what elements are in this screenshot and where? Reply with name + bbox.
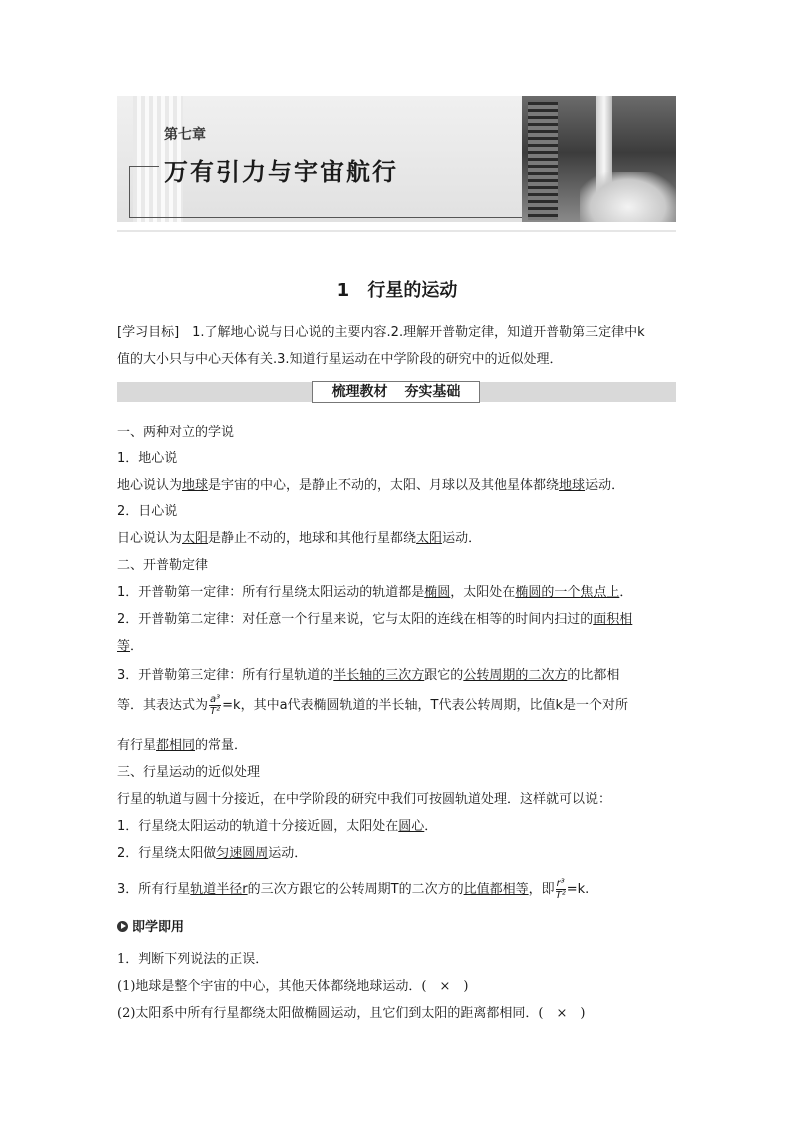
banner-frame-line: [129, 166, 159, 167]
chapter-title: 万有引力与宇宙航行: [164, 158, 398, 186]
paragraph: 2．行星绕太阳做匀速圆周运动．: [117, 846, 308, 861]
lesson-title: [0, 276, 794, 302]
paragraph: 行星的轨道与圆十分接近，在中学阶段的研究中我们可按圆轨道处理．这样就可以说：: [117, 792, 612, 807]
section-bar: [117, 382, 676, 402]
question: 1．判断下列说法的正误．: [117, 952, 269, 967]
paragraph: 日心说认为太阳是静止不动的，地球和其他行星都绕太阳运动．: [117, 531, 482, 546]
paragraph: 2．开普勒第二定律：对任意一个行星来说，它与太阳的连线在相等的时间内扫过的面积相: [117, 612, 633, 627]
paragraph: 1．行星绕太阳运动的轨道十分接近圆，太阳处在圆心．: [117, 819, 438, 834]
banner-frame-line: [129, 217, 524, 218]
learning-goals-line: [学习目标] 1.了解地心说与日心说的主要内容.2.理解开普勒定律，知道开普勒第三定律中k: [117, 325, 645, 340]
paragraph: 3．开普勒第三定律：所有行星轨道的半长轴的三次方跟它的公转周期的二次方的比都相: [117, 668, 620, 683]
section-bar-right: 夯实基础: [404, 384, 461, 400]
underlined-answer: 公转周期的二次方: [463, 668, 568, 683]
section-heading: 二、开普勒定律: [117, 558, 209, 573]
question-item: (2)太阳系中所有行星都绕太阳做椭圆运动，且它们到太阳的距离都相同．( × ): [117, 1006, 586, 1021]
play-icon: [117, 921, 128, 932]
fraction: $\frac{\text{r³}}{\text{T²}}$: [555, 878, 566, 901]
underlined-answer: 太阳: [416, 531, 443, 546]
section-bar-label: [312, 381, 480, 403]
subheading: 2．日心说: [117, 504, 178, 519]
lesson-number: 1: [336, 280, 350, 301]
section-bar-left: 梳理教材: [331, 384, 388, 400]
underlined-answer: 半长轴的三次方: [333, 668, 425, 683]
underlined-answer: 太阳: [182, 531, 209, 546]
question-item: (1)地球是整个宇宙的中心，其他天体都绕地球运动．( × ): [117, 979, 469, 994]
paragraph: 地心说认为地球是宇宙的中心，是静止不动的，太阳、月球以及其他星体都绕地球运动．: [117, 478, 625, 493]
banner-divider: [117, 230, 676, 232]
underlined-answer: 圆心: [398, 819, 425, 834]
underlined-answer: 匀速圆周: [216, 846, 269, 861]
chapter-banner: [117, 96, 676, 222]
section-heading: 三、行星运动的近似处理: [117, 765, 261, 780]
paragraph: 等．: [117, 639, 144, 654]
fraction: $\frac{\text{a³}}{\text{T²}}$: [210, 694, 221, 717]
underlined-answer: 椭圆: [424, 585, 451, 600]
underlined-answer: 面积相: [593, 612, 633, 627]
practice-heading: 即学即用: [117, 916, 184, 935]
launch-smoke: [580, 172, 676, 222]
learning-goals-line: 值的大小只与中心天体有关.3.知道行星运动在中学阶段的研究中的近似处理．: [117, 352, 563, 367]
underlined-answer: 轨道半径r: [190, 882, 248, 897]
paragraph: 等．其表达式为 $\frac{\text{a³}}{\text{T²}}$ =k，其中a代表椭圆轨道的半长轴，T代表公转周期，比值k是一个对所: [117, 694, 629, 717]
section-heading: 一、两种对立的学说: [117, 425, 235, 440]
paragraph: 3．所有行星轨道半径r的三次方跟它的公转周期T的二次方的比值都相等，即 $\frac{\text{r³}}{\text{T²}}$ =k.: [117, 878, 590, 901]
underlined-answer: 地球: [182, 478, 209, 493]
launch-tower: [528, 102, 558, 220]
underlined-answer: 椭圆的一个焦点上: [515, 585, 620, 600]
paragraph: 1．开普勒第一定律：所有行星绕太阳运动的轨道都是椭圆，太阳处在椭圆的一个焦点上．: [117, 585, 633, 600]
banner-frame-line: [129, 166, 130, 218]
underlined-answer: 等: [117, 639, 131, 654]
subheading: 1．地心说: [117, 451, 178, 466]
lesson-name: 行星的运动: [367, 280, 458, 301]
underlined-answer: 都相同: [156, 738, 196, 753]
chapter-label: 第七章: [164, 127, 206, 143]
paragraph: 有行星都相同的常量．: [117, 738, 248, 753]
underlined-answer: 地球: [559, 478, 586, 493]
rocket-launch-image: [522, 96, 676, 222]
underlined-answer: 比值都相等: [463, 882, 529, 897]
